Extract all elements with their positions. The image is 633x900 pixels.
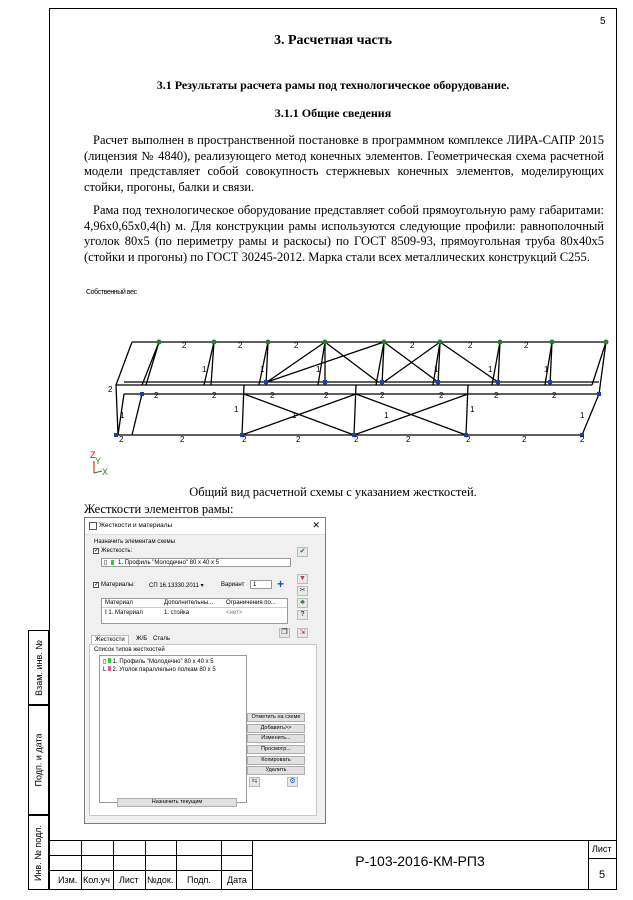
side-label-inv-sub: Взам. инв. № [33,639,44,696]
side-label-inv-orig: Инв. № подл. [33,824,44,881]
beam-label: 1 [434,365,439,374]
stamp-col-date: Дата [227,875,247,885]
material-row[interactable]: I 1. Материал [105,610,143,616]
i-beam-icon: I [105,610,107,616]
col-material: Материал [105,600,133,606]
beam-label: 1 [292,411,297,420]
stamp-sheet-number: 5 [599,869,606,881]
beam-label: 1 [316,365,321,374]
variant-label: Вариант [221,582,245,588]
add-material-icon[interactable]: + [277,577,285,591]
beam-label: 2 [406,435,411,444]
side-label-sign-date: Подп. и дата [33,733,44,787]
beam-label: 2 [354,435,359,444]
materials-table [101,598,288,624]
variant-field[interactable]: 1 [250,580,272,589]
import-icon[interactable]: ⇲ [297,628,308,638]
beam-label: 2 [270,391,275,400]
frame-schematic [84,330,614,480]
beam-label: 2 [466,435,471,444]
section-heading: 3. Расчетная часть [273,33,392,48]
apply-check-icon[interactable]: ✔ [297,547,308,557]
stamp-col-line [176,840,177,890]
beam-label: 1 [580,411,585,420]
beam-label: 2 [119,435,124,444]
tab-rc[interactable]: Ж/Б [136,636,148,642]
dialog-titlebar [85,518,325,535]
arrows-icon[interactable]: ⇆ [249,777,260,787]
subsubsection-heading: 3.1.1 Общие сведения [274,106,392,120]
materials-label: Материалы: [101,582,135,588]
beam-label: 2 [522,435,527,444]
subsection-heading: 3.1 Результаты расчета рамы под технологическое оборудование. [156,78,510,92]
add-button[interactable]: Добавить>> [247,724,305,733]
beam-label: 2 [296,435,301,444]
beam-label: 1 [120,411,125,420]
pink-swatch-icon [108,666,111,671]
stiffness-list [99,655,247,803]
stiffness-field[interactable] [101,558,291,567]
stamp-col-line [145,840,146,890]
tree-icon[interactable]: ♣ [297,598,308,608]
app-icon [89,522,97,530]
dialog-title: Жесткости и материалы [99,522,173,529]
beam-label: 1 [260,365,265,374]
schema-load-label: Собственный вес [86,289,137,296]
list-title: Список типов жесткостей [94,647,165,653]
beam-label: 2 [108,385,113,394]
stiffness-caption: Жесткости элементов рамы: [84,502,234,516]
assign-group-label: Назначить элементам схемы [94,539,175,545]
stiffness-dialog [84,517,326,824]
stamp-col-sheet: Лист [119,875,139,885]
beam-label: 2 [182,341,187,350]
copy-button[interactable]: Копировать [247,756,305,765]
settings-icon[interactable]: ⚙ [287,777,298,787]
edit-button[interactable]: Изменить... [247,734,305,743]
beam-label: 2 [494,391,499,400]
stiffness-label: Жесткость: [101,548,133,554]
beam-label: 1 [488,365,493,374]
beam-label: 2 [294,341,299,350]
view-button[interactable]: Просмотр... [247,745,305,754]
beam-label: 2 [180,435,185,444]
axis-x-label: X [102,467,109,477]
help-icon[interactable]: ? [297,610,308,620]
col-additional: Дополнительны... [164,600,214,606]
stamp-col-line [221,840,222,890]
document-code: Р-103-2016-КМ-РП3 [355,853,485,869]
stiffness-value: 1. Профиль "Молодечно" 80 х 40 х 5 [118,560,219,566]
axis-y-label: Y [95,456,102,466]
beam-label: 2 [552,391,557,400]
paragraph-1: Расчет выполнен в пространственной постановке в программном комплексе ЛИРА-САПР 2015 (лицензия № 4840), реализующего метод конечных элементов. Геометрическая схема расчетной модели представляет собой совокупность стержневых конечных элементов, моделирующих стойки, прогоны, балки и связи. [84,133,604,195]
stamp-col-doc: №док. [147,875,174,885]
stiffness-checkbox[interactable]: ✓ [94,548,100,554]
beam-label: 2 [212,391,217,400]
stamp-top-line [49,840,617,841]
stamp-col-sign: Подп. [187,875,211,885]
list-item[interactable]: L 2. Уголок параллельно полкам 80 х 5 [103,667,216,673]
profile-icon: ▯ [103,659,107,665]
angle-icon: L [103,667,107,673]
stamp-sheet-line [588,858,617,859]
delete-button[interactable]: Удалить [247,766,305,775]
beam-label: 2 [154,391,159,400]
stamp-col-change: Изм. [58,875,78,885]
beam-label: 1 [470,405,475,414]
beam-label: 2 [324,391,329,400]
green-swatch-icon [111,560,114,565]
axis-z-label: Z [90,450,96,460]
stamp-sheet-label: Лист [592,844,612,854]
tab-stiffness[interactable]: Жесткости [91,635,129,644]
close-icon[interactable]: ✕ [312,520,320,530]
stamp-col-line [81,840,82,890]
beam-label: 1 [544,365,549,374]
beam-label: 2 [524,341,529,350]
materials-checkbox[interactable]: ✓ [94,582,100,588]
axis-triad [88,449,118,477]
list-item[interactable]: ▯ 1. Профиль "Молодечно" 80 х 40 х 5 [103,659,214,665]
tab-steel[interactable]: Сталь [153,636,170,642]
beam-label: 2 [439,391,444,400]
copy-stiffness-icon[interactable]: ❐ [279,628,290,638]
materials-standard-select[interactable]: СП 16.13330.2011 ▾ [149,583,204,589]
beam-label: 2 [468,341,473,350]
stamp-col-count: Кол.уч [83,875,110,885]
beam-label: 2 [410,341,415,350]
assign-current-button[interactable]: Назначить текущим [117,798,237,807]
beam-label: 2 [580,435,585,444]
beam-label: 2 [380,391,385,400]
cut-icon[interactable]: ✂ [297,586,308,596]
beam-label: 2 [238,341,243,350]
beam-label: 2 [242,435,247,444]
green-swatch-icon [108,658,111,663]
beam-label: 1 [234,405,239,414]
stamp-col-line [113,840,114,890]
filter-icon[interactable]: ▼ [297,574,308,584]
beam-label: 1 [202,365,207,374]
stamp-col-line [588,840,589,890]
paragraph-2: Рама под технологическое оборудование представляет собой прямоугольную раму габаритами: 4,96х0,65х0,4(h) м. Для конструкции рамы используются следующие профили: равнополочный уголок 80х5 (по периметру рамы и раскосы) по ГОСТ 8509-93, прямоугольная труба 80х40х5 (стойки и прогоны) по ГОСТ 30245-2012. Марка стали всех металлических конструкций С255. [84,203,604,265]
row-limits: <нет> [226,610,243,616]
row-additional: 1. стойка [164,610,190,616]
profile-icon: ▯ [104,560,108,566]
beam-label: 1 [384,411,389,420]
page-number-top: 5 [600,16,606,27]
mark-on-scheme-button[interactable]: Отметить на схеме [247,713,305,722]
figure-caption: Общий вид расчетной схемы с указанием жесткостей. [189,485,477,499]
col-limits: Ограничения по... [226,600,276,606]
